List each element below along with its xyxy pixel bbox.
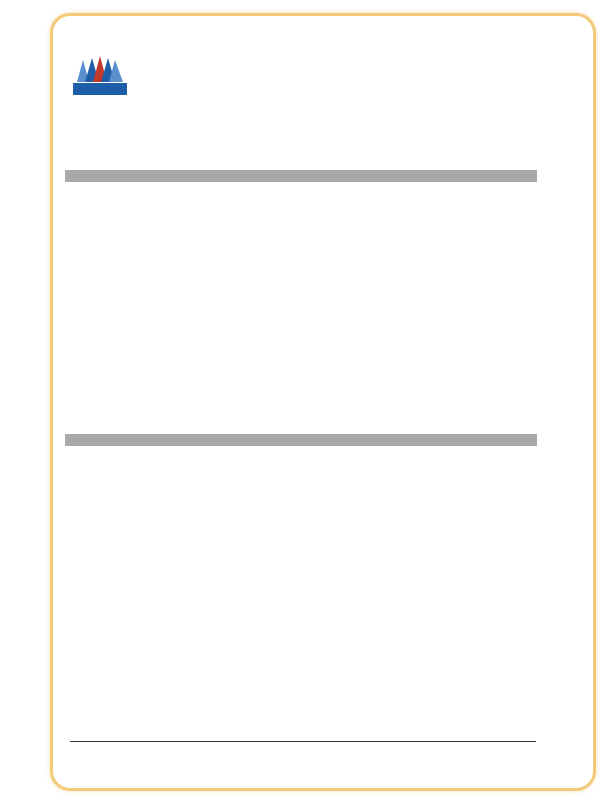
section-general-header xyxy=(65,170,537,182)
nsso-logo xyxy=(73,56,127,96)
logo-columns-icon xyxy=(73,56,127,82)
footer-divider xyxy=(70,741,536,742)
logo-abbreviation xyxy=(73,83,127,95)
qr-code-icon xyxy=(476,66,536,158)
section-result-header xyxy=(65,434,537,446)
